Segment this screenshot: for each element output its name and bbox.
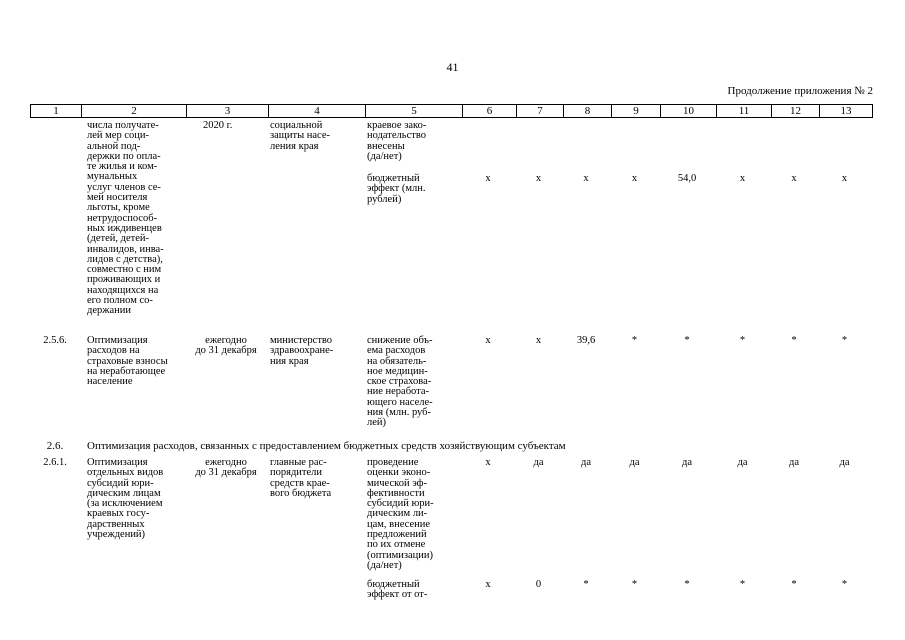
header-cell: 2 [81,105,186,117]
row1-value: х [631,173,638,184]
row2-value: * [791,335,797,346]
row1-term: 2020 г. [203,120,233,131]
row2-value: х [535,335,542,346]
row2-value: х [485,335,491,346]
row3-indicator-a: проведение оценки эконо- мической эф- фективности субсидий юри- дическим ли- цам, внесение предложений по их отмене (оптимизации) (да/нет) [367,457,434,571]
row3-value-b: * [631,579,638,590]
header-cell: 12 [771,105,819,117]
row1-value: х [583,173,589,184]
row1-value: х [535,173,542,184]
row3-value-b: * [739,579,746,590]
row2-executor: министерство здравоохране- ния края [270,335,334,367]
row1-value: х [485,173,491,184]
header-cell: 1 [53,105,59,117]
row1-measure: числа получате- лей мер соци- альной под- держки по опла- те жилья и ком- мунальных услуг членов се- мей носителя льготы, кроме нетрудоспособ- ных иждивенцев (детей, детей- инвалидов, инва- лидов с детства), совместно с ним проживающих и находящихся на его полном со- держании [87,120,164,317]
header-cell: 7 [516,105,563,117]
header-cell: 3 [186,105,268,117]
row3-value-b: 0 [535,579,542,590]
row1-executor: социальной защиты насе- ления края [270,120,331,152]
row2-value: 39,6 [576,335,596,346]
row2-term: ежегодно до 31 декабря [195,335,257,357]
row2-value: * [841,335,848,346]
row3-value-b: * [684,579,690,590]
row1-value: 54,0 [677,173,697,184]
table-header-row [30,104,873,118]
header-cell: 6 [462,105,516,117]
row3-value-b: * [841,579,848,590]
header-cell: 13 [819,105,872,117]
section-number: 2.6. [46,440,64,452]
row2-value: * [684,335,690,346]
row3-value-a: да [629,457,640,468]
section-title: Оптимизация расходов, связанных с предоставлением бюджетных средств хозяйствующим субъектам [87,440,566,452]
row3-value-a: да [533,457,544,468]
page-number: 41 [446,60,459,74]
header-cell: 4 [268,105,365,117]
row3-number: 2.6.1. [43,457,67,468]
row2-indicator: снижение объ- ема расходов на обязатель- ное медицин- ское страхова- ние неработа- ющего населе- ния (млн. руб- лей) [367,335,433,429]
row1-indicator-b: бюджетный эффект (млн. рублей) [367,173,426,205]
continuation-note: Продолжение приложения № 2 [727,85,873,97]
row2-value: * [631,335,638,346]
row3-measure: Оптимизация отдельных видов субсидий юри- дическим лицам (за исключением краевых госу- дарственных учреждений) [87,457,164,541]
row1-value: х [841,173,848,184]
row1-value: х [791,173,797,184]
row3-indicator-b: бюджетный эффект от от- [367,579,428,601]
row3-executor: главные рас- порядители средств крае- вого бюджета [270,457,332,499]
row3-value-a: да [681,457,692,468]
row3-value-a: да [737,457,748,468]
row3-value-b: * [791,579,797,590]
row1-value: х [739,173,746,184]
header-cell: 9 [611,105,660,117]
header-cell: 10 [660,105,716,117]
row1-indicator-a: краевое зако- нодательство внесены (да/нет) [367,120,427,162]
header-cell: 11 [716,105,771,117]
row3-term: ежегодно до 31 декабря [195,457,257,479]
row3-value-b: х [485,579,491,590]
row2-number: 2.5.6. [43,335,67,346]
row3-value-a: да [839,457,850,468]
row3-value-a: да [788,457,799,468]
row2-measure: Оптимизация расходов на страховые взносы на неработающее население [87,335,168,388]
row3-value-a: да [580,457,591,468]
row2-value: * [739,335,746,346]
row3-value-a: х [485,457,491,468]
header-cell: 5 [365,105,462,117]
row3-value-b: * [583,579,589,590]
header-cell: 8 [563,105,611,117]
